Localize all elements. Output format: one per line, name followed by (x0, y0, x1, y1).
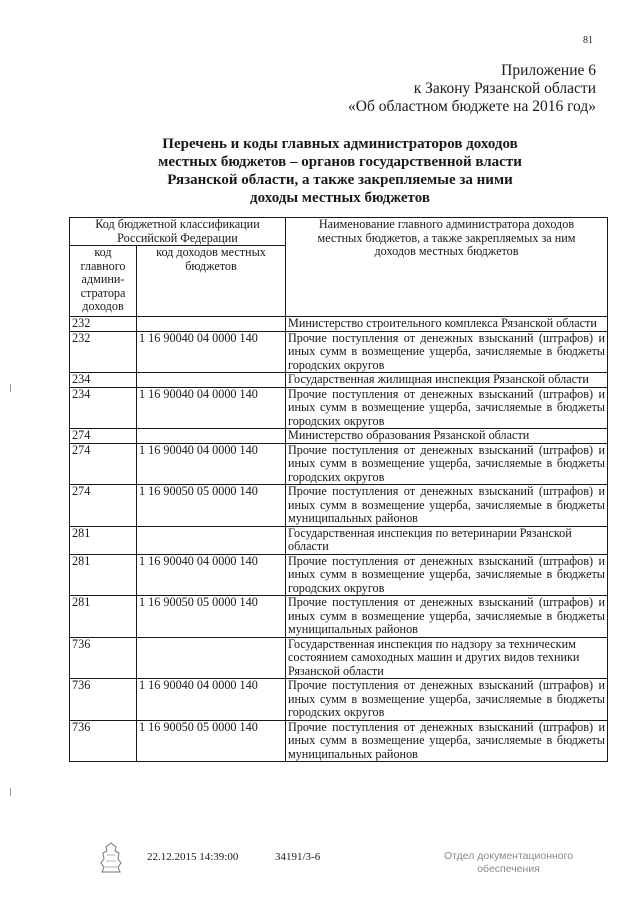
appendix-header (348, 62, 596, 116)
row-description: Прочие поступления от денежных взысканий (штрафов) и иных сумм в возмещение ущерба, зачисляемые в бюджеты городских округов (286, 387, 608, 429)
margin-mark (10, 788, 11, 796)
header-classification: Код бюджетной классификации Российской Федерации (70, 218, 286, 246)
footer-timestamp: 22.12.2015 14:39:00 (147, 851, 239, 863)
row-description: Прочие поступления от денежных взысканий (штрафов) и иных сумм в возмещение ущерба, зачисляемые в бюджеты городских округов (286, 679, 608, 721)
title-line: доходы местных бюджетов (250, 190, 430, 206)
row-description: Прочие поступления от денежных взысканий (штрафов) и иных сумм в возмещение ущерба, зачисляемые в бюджеты муниципальных районов (286, 485, 608, 527)
empty-cell (137, 526, 286, 554)
row-admin-code: 736 (70, 679, 137, 721)
row-admin-code: 736 (70, 720, 137, 762)
admin-code: 736 (70, 637, 137, 679)
row-description: Прочие поступления от денежных взысканий (штрафов) и иных сумм в возмещение ущерба, зачисляемые в бюджеты городских округов (286, 554, 608, 596)
admin-name: Министерство образования Рязанской области (286, 429, 608, 444)
page-number: 81 (583, 35, 593, 46)
table-row (70, 387, 608, 429)
admin-row (70, 373, 608, 388)
title-line: Перечень и коды главных администраторов доходов (162, 136, 518, 152)
table-row (70, 596, 608, 638)
admin-row (70, 317, 608, 332)
stamp-line: обеспечения (477, 863, 540, 875)
footer-doc-number: 34191/3-6 (275, 851, 321, 863)
appendix-line: Приложение 6 (501, 62, 596, 79)
admin-row (70, 637, 608, 679)
appendix-line: «Об областном бюджете на 2016 год» (348, 98, 596, 115)
row-admin-code: 281 (70, 554, 137, 596)
administrators-table (69, 217, 608, 762)
row-description: Прочие поступления от денежных взысканий (штрафов) и иных сумм в возмещение ущерба, зачисляемые в бюджеты городских округов (286, 443, 608, 485)
admin-code: 232 (70, 317, 137, 332)
row-revenue-code: 1 16 90040 04 0000 140 (137, 679, 286, 721)
row-admin-code: 234 (70, 387, 137, 429)
table-row (70, 679, 608, 721)
row-revenue-code: 1 16 90040 04 0000 140 (137, 443, 286, 485)
title-line: Рязанской области, а также закрепляемые за ними (167, 172, 513, 188)
emblem-icon (98, 841, 124, 875)
row-description: Прочие поступления от денежных взысканий (штрафов) и иных сумм в возмещение ущерба, зачисляемые в бюджеты муниципальных районов (286, 720, 608, 762)
row-revenue-code: 1 16 90040 04 0000 140 (137, 554, 286, 596)
table-row (70, 554, 608, 596)
row-revenue-code: 1 16 90040 04 0000 140 (137, 387, 286, 429)
table-body (70, 317, 608, 762)
table-header (70, 218, 608, 317)
row-description: Прочие поступления от денежных взысканий (штрафов) и иных сумм в возмещение ущерба, зачисляемые в бюджеты городских округов (286, 331, 608, 373)
document-title (120, 135, 560, 207)
admin-row (70, 429, 608, 444)
margin-mark (10, 384, 11, 392)
header-name: Наименование главного администратора доходов местных бюджетов, а также закрепляемых за ним доходов местных бюджетов (286, 218, 608, 317)
header-admin-code: код главного админи-стратора доходов (70, 246, 137, 317)
row-admin-code: 232 (70, 331, 137, 373)
table-row (70, 720, 608, 762)
row-admin-code: 274 (70, 443, 137, 485)
appendix-line: к Закону Рязанской области (413, 80, 596, 97)
row-description: Прочие поступления от денежных взысканий (штрафов) и иных сумм в возмещение ущерба, зачисляемые в бюджеты муниципальных районов (286, 596, 608, 638)
admin-name: Государственная инспекция по ветеринарии Рязанской области (286, 526, 608, 554)
row-revenue-code: 1 16 90050 05 0000 140 (137, 485, 286, 527)
admin-name: Государственная инспекция по надзору за техническим состоянием самоходных машин и других видов техники Рязанской области (286, 637, 608, 679)
row-revenue-code: 1 16 90040 04 0000 140 (137, 331, 286, 373)
admin-row (70, 526, 608, 554)
table-row (70, 331, 608, 373)
admin-name: Министерство строительного комплекса Рязанской области (286, 317, 608, 332)
empty-cell (137, 317, 286, 332)
empty-cell (137, 637, 286, 679)
admin-code: 274 (70, 429, 137, 444)
admin-code: 281 (70, 526, 137, 554)
header-revenue-code: код доходов местных бюджетов (137, 246, 286, 317)
row-admin-code: 274 (70, 485, 137, 527)
stamp-line: Отдел документационного (444, 850, 574, 862)
title-line: местных бюджетов – органов государственной власти (158, 154, 522, 170)
row-revenue-code: 1 16 90050 05 0000 140 (137, 720, 286, 762)
row-admin-code: 281 (70, 596, 137, 638)
empty-cell (137, 429, 286, 444)
admin-code: 234 (70, 373, 137, 388)
row-revenue-code: 1 16 90050 05 0000 140 (137, 596, 286, 638)
table-row (70, 443, 608, 485)
table-row (70, 485, 608, 527)
department-stamp (444, 850, 573, 876)
admin-name: Государственная жилищная инспекция Рязанской области (286, 373, 608, 388)
empty-cell (137, 373, 286, 388)
